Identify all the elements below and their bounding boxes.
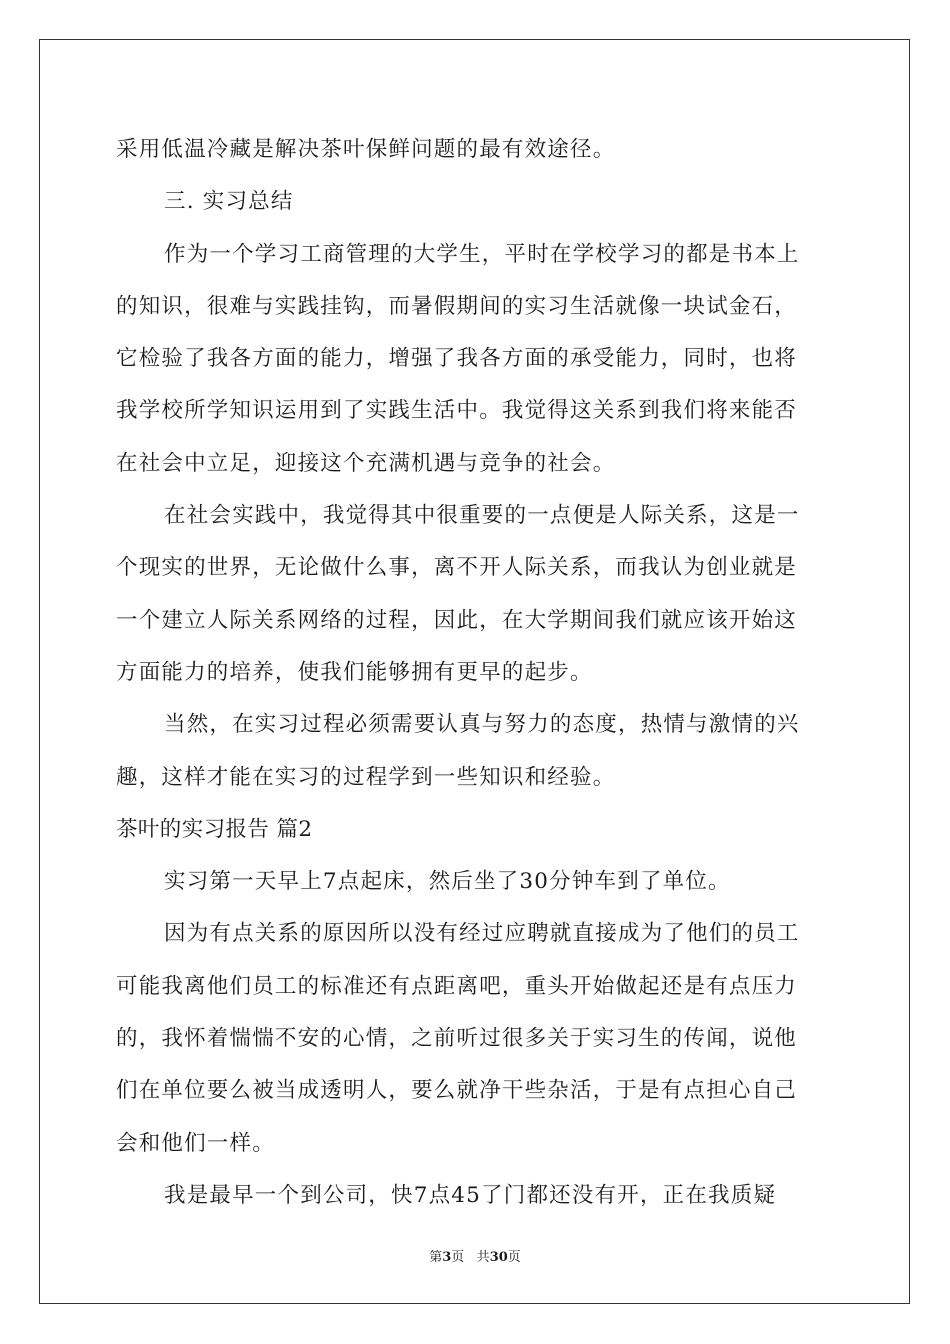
text-line: 作为一个学习工商管理的大学生，平时在学校学习的都是书本上 (164, 241, 800, 267)
text-line: 的，我怀着惴惴不安的心情，之前听过很多关于实习生的传闻，说他 (116, 1026, 798, 1052)
text-line: 它检验了我各方面的能力，增强了我各方面的承受能力，同时，也将 (116, 346, 798, 372)
document-body (116, 124, 836, 1222)
text-line: 在社会实践中，我觉得其中很重要的一点便是人际关系，这是一 (164, 503, 800, 529)
page-footer (0, 1246, 950, 1265)
text-line: 们在单位要么被当成透明人，要么就净干些杂活，于是有点担心自己 (116, 1078, 798, 1104)
text-line: 一个建立人际关系网络的过程，因此，在大学期间我们就应该开始这 (116, 607, 798, 633)
article-title: 茶叶的实习报告 篇2 (116, 816, 313, 842)
text-line: 我是最早一个到公司，快7点45了门都还没有开，正在我质疑 (164, 1182, 777, 1208)
text-line: 个现实的世界，无论做什么事，离不开人际关系，而我认为创业就是 (116, 555, 798, 581)
text-line: 方面能力的培养，使我们能够拥有更早的起步。 (116, 659, 593, 685)
text-line: 采用低温冷藏是解决茶叶保鲜问题的最有效途径。 (116, 137, 616, 162)
text-line: 当然，在实习过程必须需要认真与努力的态度，热情与激情的兴 (164, 712, 800, 738)
text-line: 会和他们一样。 (116, 1130, 275, 1156)
total-prefix: 共 (476, 1250, 490, 1265)
text-line: 实习第一天早上7点起床，然后坐了30分钟车到了单位。 (164, 869, 731, 895)
total-pages: 30 (489, 1250, 508, 1265)
page-number: 3 (442, 1250, 452, 1265)
page-prefix: 第 (429, 1250, 443, 1265)
page-suffix: 页 (451, 1250, 465, 1265)
text-line: 我学校所学知识运用到了实践生活中。我觉得这关系到我们将来能否 (116, 398, 798, 424)
text-line: 可能我离他们员工的标准还有点距离吧，重头开始做起还是有点压力 (116, 973, 798, 999)
text-line: 趣，这样才能在实习的过程学到一些知识和经验。 (116, 764, 616, 790)
section-heading: 三. 实习总结 (164, 189, 294, 215)
text-line: 的知识，很难与实践挂钩，而暑假期间的实习生活就像一块试金石， (116, 293, 798, 319)
text-line: 在社会中立足，迎接这个充满机遇与竞争的社会。 (116, 450, 616, 476)
total-suffix: 页 (507, 1250, 521, 1265)
text-line: 因为有点关系的原因所以没有经过应聘就直接成为了他们的员工 (164, 921, 800, 947)
